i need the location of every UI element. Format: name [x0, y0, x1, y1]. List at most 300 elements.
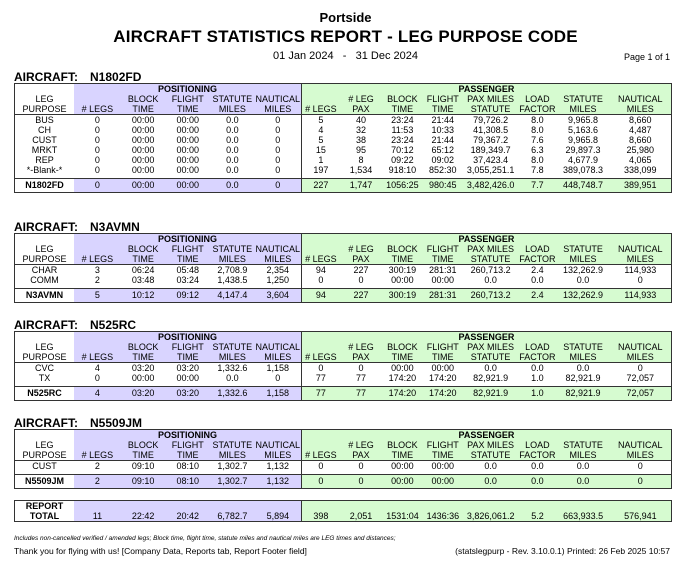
total-value: 0: [255, 179, 302, 193]
total-value: 0: [340, 475, 383, 489]
aircraft-title: [14, 416, 142, 430]
row-value: 05:48: [165, 265, 210, 276]
table-row: [15, 115, 672, 126]
row-purpose-code: REP: [35, 155, 54, 165]
row-value: 2: [94, 275, 100, 285]
column-header-nautical-miles: MILES: [610, 352, 672, 363]
total-value: 10:12: [121, 289, 166, 303]
row-value: 9,965.8: [568, 135, 599, 145]
column-header-row: [15, 254, 672, 265]
total-value: 2.4: [518, 289, 556, 303]
total-value: 00:00: [382, 475, 422, 489]
report-total-spacer: [423, 501, 463, 512]
column-header-flight-time: TIME: [165, 450, 210, 461]
column-header-nautical-miles: MILES: [610, 254, 672, 265]
row-purpose-code: COMM: [30, 275, 59, 285]
report-total-label: REPORT: [25, 501, 64, 511]
total-value: 00:00: [121, 179, 166, 193]
row-purpose-code: BUS: [15, 115, 75, 126]
column-header-row: [15, 352, 672, 363]
row-value: 1,438.5: [217, 275, 248, 285]
row-value: 0: [301, 363, 339, 374]
row-value: 8.0: [531, 155, 544, 165]
row-value: 0.0: [226, 165, 239, 175]
column-header-pax-miles-statute: PAX MILES: [463, 244, 518, 254]
column-header-nautical-miles: MILES: [255, 352, 302, 363]
row-value: 08:10: [165, 461, 210, 472]
row-value: 37,423.4: [473, 155, 509, 165]
column-header-row: [15, 94, 672, 104]
column-header-legs: # LEGS: [74, 352, 121, 363]
row-value: 0: [94, 155, 100, 165]
column-header-block-time: BLOCK: [121, 244, 166, 254]
column-header-statute-miles: STATUTE: [210, 94, 255, 104]
total-value: 174:20: [423, 387, 463, 401]
column-header-flight-time: TIME: [165, 352, 210, 363]
report-total-spacer: [165, 501, 210, 512]
row-value: 00:00: [176, 155, 199, 165]
row-value: 79,367.2: [473, 135, 509, 145]
report-total-value: 2,051: [340, 511, 383, 522]
column-header-nautical-miles: NAUTICAL: [255, 94, 301, 104]
report-total-value: 22:42: [121, 511, 166, 522]
report-total-value: 398: [301, 511, 339, 522]
group-header-row: [15, 332, 672, 343]
column-header-flight-time: TIME: [423, 450, 463, 461]
column-header-nautical-miles: NAUTICAL: [255, 244, 301, 254]
column-header-flight-time: FLIGHT: [165, 244, 210, 254]
column-header-block-time: TIME: [382, 450, 422, 461]
aircraft-title: [14, 318, 136, 332]
total-value: 3,604: [255, 289, 302, 303]
column-header-statute-miles: MILES: [210, 352, 255, 363]
total-value: 4,147.4: [210, 289, 255, 303]
column-header-load-factor: FACTOR: [519, 104, 556, 114]
row-value: 0.0: [518, 363, 556, 374]
column-header-pax-miles-statute: STATUTE: [463, 254, 518, 265]
row-value: 25,980: [626, 145, 655, 155]
table-row: [15, 155, 672, 165]
total-value: 09:10: [121, 475, 166, 489]
total-value: 5: [74, 289, 121, 303]
total-value: 227: [301, 179, 339, 193]
row-value: 4: [74, 363, 121, 374]
row-value: 09:10: [121, 461, 166, 472]
column-header-load-factor: FACTOR: [519, 254, 556, 264]
row-value: 0: [94, 125, 100, 135]
row-value: 21:44: [431, 135, 455, 145]
positioning-header: POSITIONING: [74, 84, 301, 95]
column-header-statute-miles: MILES: [210, 450, 255, 461]
row-value: 0.0: [531, 275, 544, 285]
column-header-block-time: BLOCK: [382, 244, 422, 254]
column-header-flight-time: FLIGHT: [423, 342, 463, 352]
aircraft-stats-table: [14, 83, 672, 193]
row-value: 0.0: [518, 461, 556, 472]
report-total-value: 3,826,061.2: [463, 511, 518, 522]
row-value: 7.6: [531, 135, 544, 145]
report-total-value: 5,894: [255, 511, 302, 522]
report-title: AIRCRAFT STATISTICS REPORT - LEG PURPOSE CODE: [113, 27, 578, 46]
row-value: 1: [301, 155, 339, 165]
row-value: 40: [340, 115, 383, 126]
row-value: 00:00: [391, 275, 414, 285]
total-value: 0.0: [518, 475, 556, 489]
column-header-statute-miles: MILES: [556, 352, 609, 363]
row-value: 189,349.7: [470, 145, 511, 155]
group-header-row: [15, 430, 672, 441]
report-total-row: [15, 501, 672, 512]
column-header-legs: # LEGS: [74, 450, 121, 461]
total-value: 7.7: [518, 179, 556, 193]
report-total-value: 663,933.5: [557, 511, 610, 522]
aircraft-tail-number: N3AVMN: [90, 220, 140, 234]
row-purpose-code: CUST: [15, 461, 75, 472]
row-value: 281:31: [423, 265, 463, 276]
column-header-statute-miles: MILES: [556, 104, 609, 115]
total-value: 94: [301, 289, 339, 303]
row-value: 00:00: [176, 125, 199, 135]
column-header-pax-miles-statute: STATUTE: [463, 104, 518, 115]
column-header-block-time: TIME: [382, 254, 422, 265]
report-total-spacer: [210, 501, 255, 512]
column-header-load-factor: LOAD: [518, 342, 556, 352]
positioning-header: POSITIONING: [74, 430, 301, 441]
column-header-flight-time: TIME: [165, 104, 210, 115]
row-value: 8,660: [610, 115, 672, 126]
total-value: 1,332.6: [210, 387, 255, 401]
row-value: 0: [94, 165, 100, 175]
blank-cell: [15, 332, 75, 343]
row-value: 0.0: [226, 145, 239, 155]
row-value: 132,262.9: [556, 265, 609, 276]
report-total-spacer: [610, 501, 672, 512]
report-total-value: 6,782.7: [210, 511, 255, 522]
total-value: 77: [340, 387, 383, 401]
row-purpose-code: TX: [38, 373, 51, 383]
row-value: 11:53: [391, 125, 414, 135]
total-tail-number: N1802FD: [15, 179, 75, 193]
aircraft-label: AIRCRAFT:: [14, 70, 78, 84]
row-value: 0.0: [226, 135, 239, 145]
row-value: 29,897.3: [565, 145, 601, 155]
total-value: 03:20: [165, 387, 210, 401]
row-value: 00:00: [165, 115, 210, 126]
total-value: 09:12: [165, 289, 210, 303]
row-value: 5: [301, 115, 339, 126]
row-value: 0: [275, 373, 281, 383]
row-value: 0: [358, 275, 364, 285]
column-header-row: [15, 450, 672, 461]
total-value: 980:45: [423, 179, 463, 193]
total-value: 82,921.9: [556, 387, 609, 401]
column-header-load-factor: LOAD: [518, 94, 556, 104]
column-header-block-time: BLOCK: [382, 94, 422, 104]
blank-cell: [15, 234, 75, 245]
total-value: 00:00: [423, 475, 463, 489]
column-header-block-time: BLOCK: [121, 342, 166, 352]
row-value: 23:24: [382, 115, 422, 126]
row-value: 0: [340, 461, 383, 472]
row-value: 0.0: [463, 363, 518, 374]
page-number: Page 1 of 1: [623, 52, 670, 62]
column-header-leg-purpose: LEG: [35, 440, 54, 450]
row-value: 0: [94, 135, 100, 145]
column-header-pax-miles-statute: PAX MILES: [463, 342, 518, 352]
column-header-leg-pax: PAX: [340, 450, 383, 461]
row-value: 8.0: [531, 125, 544, 135]
column-header-nautical-miles: MILES: [610, 450, 672, 461]
row-value: 4,487: [629, 125, 652, 135]
row-value: 0: [301, 461, 339, 472]
column-header-block-time: TIME: [121, 104, 166, 115]
row-value: 00:00: [423, 461, 463, 472]
aircraft-label: AIRCRAFT:: [14, 318, 78, 332]
row-value: 0: [74, 115, 121, 126]
row-value: 4: [301, 125, 339, 135]
total-value: 1,302.7: [210, 475, 255, 489]
column-header-load-factor: FACTOR: [519, 450, 556, 460]
row-value: 00:00: [382, 363, 422, 374]
row-purpose-code: CUST: [32, 135, 57, 145]
row-purpose-code: CH: [38, 125, 51, 135]
row-value: 72,057: [626, 373, 655, 383]
row-value: 0: [637, 275, 643, 285]
row-purpose-code: *-Blank-*: [26, 165, 63, 175]
report-total-spacer: [340, 501, 383, 512]
row-value: 1,302.7: [210, 461, 255, 472]
row-value: 2,354: [255, 265, 302, 276]
row-value: 2: [74, 461, 121, 472]
column-header-block-time: BLOCK: [121, 94, 166, 104]
group-header-row: [15, 234, 672, 245]
column-header-statute-miles: STATUTE: [556, 94, 609, 104]
aircraft-stats-table: [14, 331, 672, 401]
column-header-flight-time: TIME: [423, 352, 463, 363]
row-value: 1,132: [255, 461, 302, 472]
table-row: [15, 373, 672, 383]
row-value: 03:20: [165, 363, 210, 374]
total-value: 00:00: [165, 179, 210, 193]
column-header-statute-miles: MILES: [556, 450, 609, 461]
row-value: 03:20: [121, 363, 166, 374]
aircraft-tail-number: N1802FD: [90, 70, 142, 84]
row-value: 852:30: [429, 165, 457, 175]
report-total-value: 576,941: [610, 511, 672, 522]
row-value: 114,933: [610, 265, 672, 276]
column-header-block-time: TIME: [382, 352, 422, 363]
column-header-flight-time: FLIGHT: [423, 440, 463, 450]
row-value: 00:00: [131, 145, 155, 155]
row-value: 0: [275, 165, 281, 175]
column-header-row: [15, 342, 672, 352]
row-value: 23:24: [391, 135, 414, 145]
row-value: 77: [355, 373, 366, 383]
total-value: 1,747: [340, 179, 383, 193]
row-value: 10:33: [431, 125, 455, 135]
report-total-value: 1531:04: [382, 511, 422, 522]
row-value: 3,055,251.1: [466, 165, 515, 175]
column-header-legs: [74, 440, 121, 450]
column-header-flight-time: TIME: [423, 254, 463, 265]
column-header-leg-purpose: PURPOSE: [22, 104, 67, 114]
row-value: 21:44: [423, 115, 463, 126]
table-row: [15, 363, 672, 374]
row-purpose-code: CVC: [15, 363, 75, 374]
row-value: 00:00: [121, 115, 166, 126]
column-header-statute-miles: MILES: [556, 254, 609, 265]
row-value: 00:00: [131, 373, 155, 383]
total-value: 260,713.2: [463, 289, 518, 303]
row-value: 00:00: [176, 165, 199, 175]
total-value: 82,921.9: [463, 387, 518, 401]
positioning-header: POSITIONING: [74, 332, 301, 343]
row-value: 00:00: [423, 363, 463, 374]
row-purpose-code: MRKT: [31, 145, 58, 155]
row-value: 0: [275, 145, 281, 155]
column-header-leg-purpose: PURPOSE: [22, 450, 67, 460]
row-value: 00:00: [176, 135, 199, 145]
column-header-legs: # LEGS: [301, 254, 339, 265]
row-value: 00:00: [176, 145, 199, 155]
row-value: 197: [301, 165, 339, 175]
column-header-legs: # LEGS: [301, 352, 339, 363]
report-total-table: [14, 500, 672, 522]
aircraft-label: AIRCRAFT:: [14, 220, 78, 234]
report-total-value: 20:42: [165, 511, 210, 522]
table-row: [15, 145, 672, 155]
row-value: 1.0: [531, 373, 544, 383]
column-header-legs: # LEGS: [301, 104, 339, 115]
column-header-leg-purpose: PURPOSE: [22, 352, 67, 362]
row-value: 0: [301, 275, 339, 285]
total-value: 1,132: [255, 475, 302, 489]
row-value: 0: [610, 363, 672, 374]
report-total-spacer: [463, 501, 518, 512]
total-value: 03:20: [121, 387, 166, 401]
total-value: 0.0: [556, 475, 609, 489]
total-value: 0: [610, 475, 672, 489]
column-header-nautical-miles: NAUTICAL: [255, 440, 301, 450]
row-value: 09:22: [391, 155, 414, 165]
row-value: 0.0: [210, 115, 255, 126]
report-total-spacer: [518, 501, 556, 512]
aircraft-total-row: [15, 179, 672, 193]
report-total-spacer: [255, 501, 302, 512]
row-value: 918:10: [388, 165, 417, 175]
total-value: 77: [301, 387, 339, 401]
table-row: [15, 275, 672, 285]
row-value: 8: [358, 155, 364, 165]
row-value: 5,163.6: [568, 125, 599, 135]
column-header-legs: [301, 440, 339, 450]
row-value: 174:20: [429, 373, 457, 383]
column-header-block-time: TIME: [382, 104, 422, 115]
row-value: 1,158: [255, 363, 302, 374]
column-header-flight-time: FLIGHT: [423, 94, 463, 104]
row-value: 15: [301, 145, 339, 155]
row-value: 77: [301, 373, 339, 383]
row-value: 0: [94, 373, 100, 383]
footer-version: (statslegpurp - Rev. 3.10.0.1) Printed: 26 Feb 2025 10:57: [455, 546, 670, 556]
aircraft-total-row: [15, 387, 672, 401]
column-header-leg-purpose: LEG: [35, 244, 54, 254]
row-value: 0: [275, 135, 281, 145]
column-header-block-time: BLOCK: [121, 440, 166, 450]
passenger-header: PASSENGER: [301, 332, 671, 343]
total-value: 389,951: [610, 179, 672, 193]
table-row: [15, 125, 672, 135]
row-value: 00:00: [131, 135, 155, 145]
column-header-nautical-miles: NAUTICAL: [610, 342, 672, 352]
total-value: 114,933: [610, 289, 672, 303]
row-value: 9,965.8: [556, 115, 609, 126]
row-value: 8,660: [629, 135, 652, 145]
total-value: 1056:25: [382, 179, 422, 193]
row-value: 65:12: [431, 145, 455, 155]
report-total-spacer: [301, 501, 339, 512]
report-total-value: 1436:36: [423, 511, 463, 522]
blank-cell: [15, 430, 75, 441]
column-header-leg-pax: # LEG: [340, 342, 383, 352]
row-value: 00:00: [431, 275, 455, 285]
aircraft-label: AIRCRAFT:: [14, 416, 78, 430]
column-header-legs: # LEGS: [301, 450, 339, 461]
aircraft-title: [14, 70, 141, 84]
total-value: 1.0: [518, 387, 556, 401]
total-value: 72,057: [610, 387, 672, 401]
report-total-value: 11: [74, 511, 121, 522]
table-row: [15, 461, 672, 472]
row-value: 00:00: [131, 165, 155, 175]
blank-cell: [15, 84, 75, 95]
column-header-statute-miles: STATUTE: [556, 342, 609, 352]
column-header-leg-pax: PAX: [340, 104, 383, 115]
column-header-leg-pax: PAX: [340, 254, 383, 265]
column-header-block-time: BLOCK: [382, 342, 422, 352]
column-header-pax-miles-statute: PAX MILES: [463, 94, 518, 104]
column-header-flight-time: FLIGHT: [165, 94, 210, 104]
row-value: 0.0: [226, 125, 239, 135]
row-value: 338,099: [624, 165, 657, 175]
aircraft-stats-table: [14, 233, 672, 303]
column-header-row: [15, 440, 672, 450]
row-value: 03:48: [131, 275, 155, 285]
date-range: 01 Jan 2024 - 31 Dec 2024: [273, 50, 418, 62]
positioning-header: POSITIONING: [74, 234, 301, 245]
column-header-statute-miles: MILES: [210, 254, 255, 265]
row-value: 41,308.5: [473, 125, 509, 135]
passenger-header: PASSENGER: [301, 430, 671, 441]
report-total-row: [15, 511, 672, 522]
row-value: 82,921.9: [473, 373, 509, 383]
passenger-header: PASSENGER: [301, 84, 671, 95]
column-header-statute-miles: MILES: [210, 104, 255, 115]
total-tail-number: N5509JM: [15, 475, 75, 489]
total-value: 0.0: [463, 475, 518, 489]
column-header-flight-time: FLIGHT: [423, 244, 463, 254]
aircraft-total-row: [15, 475, 672, 489]
column-header-legs: [301, 244, 339, 254]
row-value: 7.8: [531, 165, 544, 175]
row-value: 0.0: [556, 363, 609, 374]
column-header-legs: [74, 244, 121, 254]
total-value: 132,262.9: [556, 289, 609, 303]
column-header-statute-miles: STATUTE: [556, 244, 609, 254]
column-header-statute-miles: STATUTE: [556, 440, 609, 450]
column-header-flight-time: TIME: [423, 104, 463, 115]
column-header-nautical-miles: MILES: [255, 104, 302, 115]
